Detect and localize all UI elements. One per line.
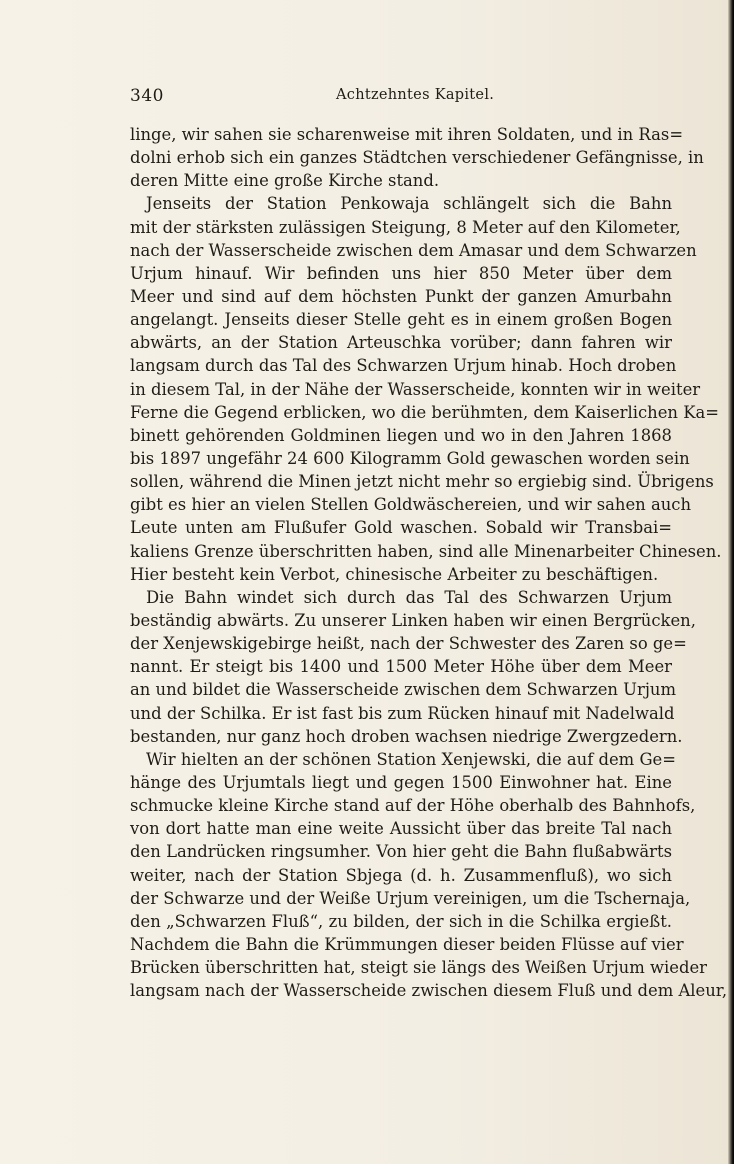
text-line: mit der stärksten zulässigen Steigung, 8 Meter auf den Kilometer, — [130, 217, 681, 237]
text-line: kaliens Grenze überschritten haben, sind alle Minenarbeiter Chinesen. — [130, 541, 722, 561]
text-line: Wir hielten an der schönen Station Xenjewski, die auf dem Ge= — [146, 749, 676, 769]
text-line: Die Bahn windet sich durch das Tal des Schwarzen Urjum — [146, 587, 672, 607]
text-line: Nachdem die Bahn die Krümmungen dieser beiden Flüsse auf vier — [130, 934, 684, 954]
text-line: in diesem Tal, in der Nähe der Wasserscheide, konnten wir in weiter — [130, 379, 701, 399]
text-line: weiter, nach der Station Sbjega (d. h. Zusammenfluß), wo sich — [130, 865, 672, 885]
text-line: binett gehörenden Goldminen liegen und wo in den Jahren 1868 — [130, 425, 672, 445]
text-line: und der Schilka. Er ist fast bis zum Rücken hinauf mit Nadelwald — [130, 703, 675, 723]
text-line: der Schwarze und der Weiße Urjum vereinigen, um die Tschernaja, — [130, 888, 691, 908]
text-line: bis 1897 ungefähr 24 600 Kilogramm Gold gewaschen worden sein — [130, 448, 690, 468]
text-line: bestanden, nur ganz hoch droben wachsen niedrige Zwergzedern. — [130, 726, 683, 746]
text-line: Hier besteht kein Verbot, chinesische Arbeiter zu beschäftigen. — [130, 564, 659, 584]
body-text — [130, 123, 728, 1002]
running-head: Achtzehntes Kapitel. — [336, 87, 495, 103]
text-line: hänge des Urjumtals liegt und gegen 1500 Einwohner hat. Eine — [130, 772, 672, 792]
text-line: von dort hatte man eine weite Aussicht über das breite Tal nach — [130, 819, 672, 839]
page-header — [130, 86, 670, 110]
text-line: gibt es hier an vielen Stellen Goldwäschereien, und wir sahen auch — [130, 495, 692, 515]
text-line: Meer und sind auf dem höchsten Punkt der ganzen Amurbahn — [130, 286, 672, 306]
text-line: abwärts, an der Station Arteuschka vorüber; dann fahren wir — [130, 333, 672, 353]
page-number: 340 — [130, 86, 164, 106]
text-line: sollen, während die Minen jetzt nicht mehr so ergiebig sind. Übrigens — [130, 472, 714, 492]
text-line: Ferne die Gegend erblicken, wo die berühmten, dem Kaiserlichen Ka= — [130, 402, 719, 422]
text-line: nannt. Er steigt bis 1400 und 1500 Meter Höhe über dem Meer — [130, 657, 672, 677]
text-line: Brücken überschritten hat, steigt sie längs des Weißen Urjum wieder — [130, 958, 707, 978]
text-line: deren Mitte eine große Kirche stand. — [130, 171, 440, 191]
text-line: der Xenjewskigebirge heißt, nach der Schwester des Zaren so ge= — [130, 634, 687, 654]
text-line: Jenseits der Station Penkowaja schlängelt sich die Bahn — [146, 194, 672, 214]
text-line: den Landrücken ringsumher. Von hier geht die Bahn flußabwärts — [130, 842, 672, 862]
text-line: linge, wir sahen sie scharenweise mit ihren Soldaten, und in Ras= — [130, 125, 684, 144]
text-line: schmucke kleine Kirche stand auf der Höhe oberhalb des Bahnhofs, — [130, 796, 696, 816]
text-line: beständig abwärts. Zu unserer Linken haben wir einen Bergrücken, — [130, 610, 696, 630]
text-line: Leute unten am Flußufer Gold waschen. Sobald wir Transbai= — [130, 518, 672, 538]
text-line: an und bildet die Wasserscheide zwischen dem Schwarzen Urjum — [130, 680, 677, 700]
text-line: angelangt. Jenseits dieser Stelle geht es in einem großen Bogen — [130, 310, 672, 330]
text-line: nach der Wasserscheide zwischen dem Amasar und dem Schwarzen — [130, 240, 697, 260]
text-line: Urjum hinauf. Wir befinden uns hier 850 Meter über dem — [130, 263, 672, 283]
text-line: den „Schwarzen Fluß“, zu bilden, der sich in die Schilka ergießt. — [130, 911, 672, 931]
text-line: dolni erhob sich ein ganzes Städtchen verschiedener Gefängnisse, in — [130, 148, 704, 168]
page-spine-edge — [728, 0, 734, 1164]
text-line: langsam durch das Tal des Schwarzen Urjum hinab. Hoch droben — [130, 356, 677, 376]
text-line: langsam nach der Wasserscheide zwischen diesem Fluß und dem Aleur, — [130, 981, 728, 1001]
